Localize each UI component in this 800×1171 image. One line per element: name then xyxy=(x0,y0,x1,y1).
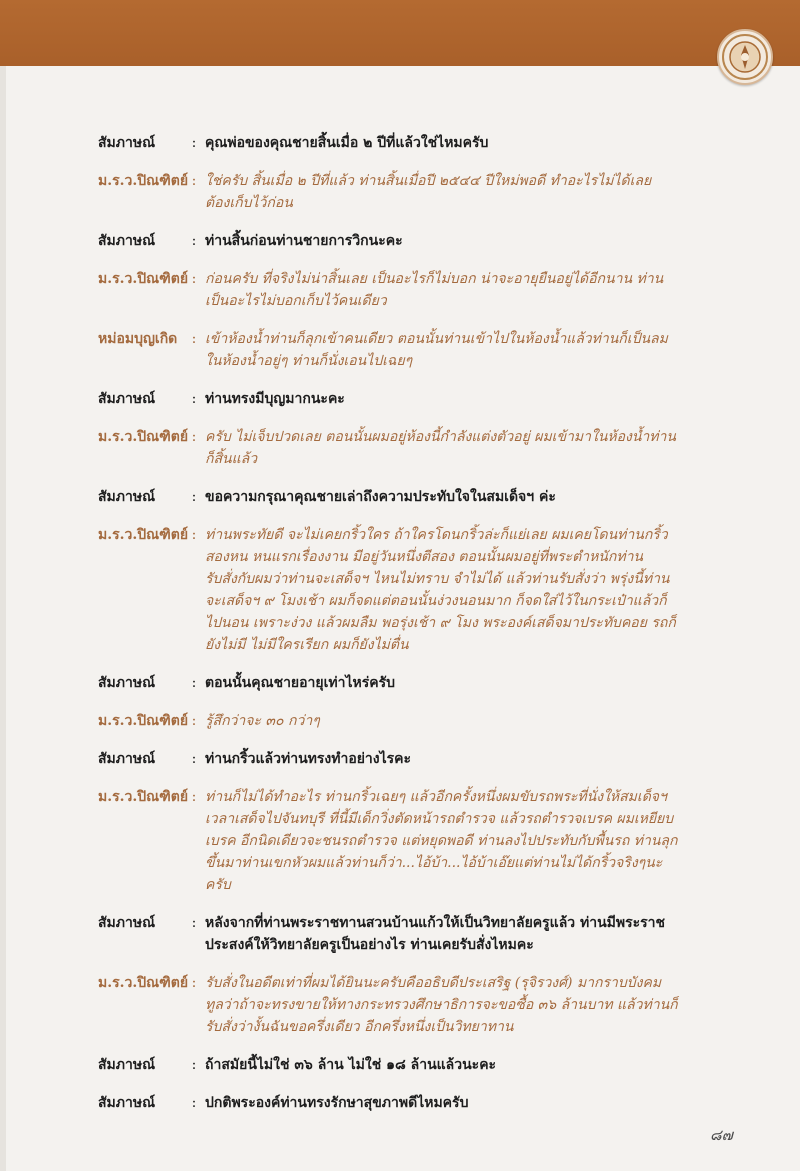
speaker-label: ม.ร.ว.ปิณฑิตย์ xyxy=(98,429,189,445)
speaker-label: สัมภาษณ์ xyxy=(98,391,156,407)
separator: : xyxy=(191,789,197,805)
entry-text: ท่านสิ้นก่อนท่านชายการวิกนะคะ xyxy=(205,233,403,249)
separator: : xyxy=(191,751,197,767)
entry-text: ถ้าสมัยนี้ไม่ใช่ ๓๖ ล้าน ไม่ใช่ ๑๘ ล้านแล้วนะคะ xyxy=(205,1057,497,1073)
separator: : xyxy=(191,135,197,151)
entry-interviewer xyxy=(98,132,678,154)
entry-text: ใช่ครับ สิ้นเมื่อ ๒ ปีที่แล้ว ท่านสิ้นเมื่อปี ๒๕๔๔ ปีใหม่พอดี ทำอะไรไม่ได้เลย ต้องเก็บไว้ก่อน xyxy=(205,173,652,211)
entry-answer xyxy=(98,972,678,1038)
entry-answer xyxy=(98,328,678,372)
entry-text: ท่านพระทัยดี จะไม่เคยกริ้วใคร ถ้าใครโดนกริ้วล่ะก็แย่เลย ผมเคยโดนท่านกริ้วสองหน หนแรกเรื่องงาน มีอยู่วันหนึ่งตีสอง ตอนนั้นผมอยู่ที่พระตำหนักท่าน รับสั่งกับผมว่าท่านจะเสด็จฯ ไหนไม่ทราบ จำไม่ได้ แล้วท่านรับสั่งว่า พรุ่งนี้ท่านจะเสด็จฯ ๙ โมงเช้า ผมก็จดแต่ตอนนั้นง่วงนอนมาก ก็จดใส่ไว้ในกระเป๋าแล้วก็ไปนอน เพราะง่วง แล้วผมลืม พอรุ่งเช้า ๙ โมง พระองค์เสด็จมาประทับคอย รถก็ยังไม่มี ไม่มีใครเรียก ผมก็ยังไม่ตื่น xyxy=(205,527,676,653)
speaker-label: ม.ร.ว.ปิณฑิตย์ xyxy=(98,527,189,543)
separator: : xyxy=(191,391,197,407)
separator: : xyxy=(191,489,197,505)
entry-text: ก่อนครับ ที่จริงไม่น่าสิ้นเลย เป็นอะไรก็ไม่บอก น่าจะอายุยืนอยู่ได้อีกนาน ท่านเป็นอะไรไม่บอกเก็บไว้คนเดียว xyxy=(205,271,664,309)
speaker-label: ม.ร.ว.ปิณฑิตย์ xyxy=(98,975,189,991)
separator: : xyxy=(191,331,197,347)
entry-text: ขอความกรุณาคุณชายเล่าถึงความประทับใจในสมเด็จฯ ค่ะ xyxy=(205,489,556,505)
entry-text: ท่านทรงมีบุญมากนะคะ xyxy=(205,391,345,407)
speaker-label: สัมภาษณ์ xyxy=(98,675,156,691)
entry-text: รับสั่งในอดีตเท่าที่ผมได้ยินนะครับคืออธิบดีประเสริฐ (รุจิรวงศ์) มากราบบังคมทูลว่าถ้าจะทรงขายให้ทางกระทรวงศึกษาธิการจะขอซื้อ ๓๖ ล้านบาท แล้วท่านก็รับสั่งว่างั้นฉันขอครึ่งเดียว อีกครึ่งหนึ่งเป็นวิทยาทาน xyxy=(205,975,678,1035)
entry-text: ปกติพระองค์ท่านทรงรักษาสุขภาพดีไหมครับ xyxy=(205,1095,469,1111)
speaker-label: สัมภาษณ์ xyxy=(98,751,156,767)
speaker-label: ม.ร.ว.ปิณฑิตย์ xyxy=(98,271,189,287)
separator: : xyxy=(191,233,197,249)
entry-text: ตอนนั้นคุณชายอายุเท่าไหร่ครับ xyxy=(205,675,396,691)
entry-interviewer xyxy=(98,1092,678,1114)
speaker-label: ม.ร.ว.ปิณฑิตย์ xyxy=(98,173,189,189)
entry-text: ท่านก็ไม่ได้ทำอะไร ท่านกริ้วเฉยๆ แล้วอีกครั้งหนึ่งผมขับรถพระที่นั่งให้สมเด็จฯ เวลาเสด็จไปจันทบุรี ที่นี้มีเด็กวิ่งตัดหน้ารถตำรวจ แล้วรถตำรวจเบรค ผมเหยียบเบรค อีกนิดเดียวจะชนรถตำรวจ แต่หยุดพอดี ท่านลงไปประทับกับพื้นรถ ท่านลุกขึ้นมาท่านเขกหัวผมแล้วท่านก็ว่า...ไอ้บ้า...ไอ้บ้าเอ๊ยแต่ท่านไม่ได้กริ้วจริงๆนะครับ xyxy=(205,789,678,893)
separator: : xyxy=(191,271,197,287)
speaker-label: สัมภาษณ์ xyxy=(98,135,156,151)
speaker-label: ม.ร.ว.ปิณฑิตย์ xyxy=(98,713,189,729)
interview-transcript xyxy=(98,132,678,1130)
speaker-label: สัมภาษณ์ xyxy=(98,233,156,249)
entry-answer xyxy=(98,268,678,312)
entry-interviewer xyxy=(98,486,678,508)
entry-text: เข้าห้องน้ำท่านก็ลุกเข้าคนเดียว ตอนนั้นท่านเข้าไปในห้องน้ำแล้วท่านก็เป็นลมในห้องน้ำอยู่ๆ ท่านก็นั่งเอนไปเฉยๆ xyxy=(205,331,668,369)
entry-text: ครับ ไม่เจ็บปวดเลย ตอนนั้นผมอยู่ห้องนี้กำลังแต่งตัวอยู่ ผมเข้ามาในห้องน้ำท่านก็สิ้นแล้ว xyxy=(205,429,676,467)
university-seal-icon xyxy=(717,29,773,85)
entry-text: หลังจากที่ท่านพระราชทานสวนบ้านแก้วให้เป็นวิทยาลัยครูแล้ว ท่านมีพระราชประสงค์ให้วิทยาลัยครูเป็นอย่างไร ท่านเคยรับสั่งไหมคะ xyxy=(205,915,666,953)
entry-answer xyxy=(98,170,678,214)
entry-text: ท่านกริ้วแล้วท่านทรงทำอย่างไรคะ xyxy=(205,751,412,767)
entry-interviewer xyxy=(98,748,678,770)
separator: : xyxy=(191,675,197,691)
entry-answer xyxy=(98,710,678,732)
speaker-label: ม.ร.ว.ปิณฑิตย์ xyxy=(98,789,189,805)
separator: : xyxy=(191,975,197,991)
page-edge xyxy=(0,0,6,1171)
entry-answer xyxy=(98,786,678,896)
speaker-label: สัมภาษณ์ xyxy=(98,489,156,505)
entry-interviewer xyxy=(98,1054,678,1076)
separator: : xyxy=(191,173,197,189)
entry-interviewer xyxy=(98,388,678,410)
separator: : xyxy=(191,527,197,543)
separator: : xyxy=(191,1057,197,1073)
entry-interviewer xyxy=(98,672,678,694)
separator: : xyxy=(191,429,197,445)
separator: : xyxy=(191,915,197,931)
speaker-label: สัมภาษณ์ xyxy=(98,1095,156,1111)
entry-answer xyxy=(98,426,678,470)
entry-interviewer xyxy=(98,230,678,252)
page-number: ๘๗ xyxy=(710,1126,733,1144)
entry-answer xyxy=(98,524,678,656)
speaker-label: หม่อมบุญเกิด xyxy=(98,331,178,347)
header-band xyxy=(0,0,800,66)
speaker-label: สัมภาษณ์ xyxy=(98,915,156,931)
speaker-label: สัมภาษณ์ xyxy=(98,1057,156,1073)
entry-interviewer xyxy=(98,912,678,956)
entry-text: รู้สึกว่าจะ ๓๐ กว่าๆ xyxy=(205,713,320,729)
entry-text: คุณพ่อของคุณชายสิ้นเมื่อ ๒ ปีที่แล้วใช่ไหมครับ xyxy=(205,135,489,151)
separator: : xyxy=(191,1095,197,1111)
separator: : xyxy=(191,713,197,729)
